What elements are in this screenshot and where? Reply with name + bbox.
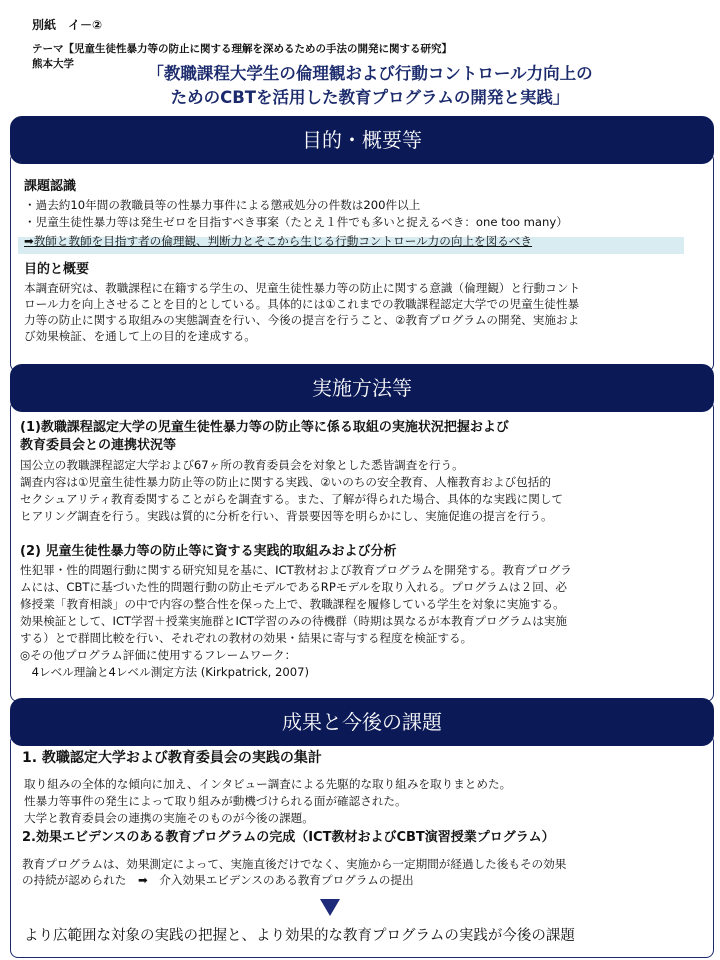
part1-line: 調査内容は①児童生徒性暴力防止等の防止に関する実践、②いのちの安全教育、人権教育および包括的	[20, 475, 551, 489]
title-line-2: ためのCBTを活用した教育プログラムの開発と実践」	[170, 88, 570, 107]
purpose-line: ロール力を向上させることを目的としている。具体的には①これまでの教職課程認定大学での児童生徒性暴	[24, 297, 580, 311]
part2-line: ムには、CBTに基づいた性的問題行動の防止モデルであるRPモデルを取り入れる。プログラムは２回、必	[20, 580, 568, 594]
purpose-line: 本調査研究は、教職課程に在籍する学生の、児童生徒性暴力等の防止に関する意識（倫理観）と行動コント	[24, 281, 581, 295]
issue-line-1: ・過去約10年間の教職員等の性暴力事件による懲戒処分の件数は200件以上	[24, 198, 421, 212]
issue-line-2: ・児童生徒性暴力等は発生ゼロを目指すべき事案（たとえ１件でも多いと捉えるべき：one too many）	[24, 215, 568, 229]
purpose-heading: 目的と概要	[24, 262, 90, 277]
future-task: より広範囲な対象の実践の把握と、より効果的な教育プログラムの実践が今後の課題	[24, 928, 575, 944]
issue-conclusion: ➡教師と教師を目指す者の倫理観、判断力とそこから生じる行動コントロール力の向上を図るべき	[24, 234, 533, 248]
document-id: 別紙 イ－②	[32, 18, 103, 32]
part2-line: する）とで群間比較を行い、それぞれの教材の効果・結果に寄与する程度を検証する。	[20, 631, 473, 645]
page-title	[100, 62, 640, 110]
result1-line: 大学と教育委員会の連携の実施そのものが今後の課題。	[24, 811, 314, 825]
result1-heading: 1. 教職認定大学および教育委員会の実践の集計	[22, 750, 322, 766]
university-name: 熊本大学	[32, 58, 74, 70]
result1-line: 性暴力等事件の発生によって取り組みが動機づけられる面が確認された。	[24, 794, 407, 808]
result2-heading: 2.効果エビデンスのある教育プログラムの完成（ICT教材およびCBT演習授業プログラム）	[22, 830, 555, 845]
part1-line: 国公立の教職課程認定大学および67ヶ所の教育委員会を対象とした悉皆調査を行う。	[20, 458, 464, 472]
part1-heading-line-2: 教育委員会との連携状況等	[20, 438, 177, 453]
purpose-line: び効果検証、を通して上の目的を達成する。	[24, 329, 256, 343]
issue-heading: 課題認識	[24, 179, 77, 194]
part2-line: 効果検証として、ICT学習＋授業実施群とICT学習のみの待機群（時期は異なるが本教育プログラムは実施	[20, 614, 567, 628]
part1-line: セクシュアリティ教育委関することがらを調査する。また、了解が得られた場合、具体的な実践に関して	[20, 492, 564, 506]
part1-line: ヒアリング調査を行う。実践は質的に分析を行い、背景要因等を明らかにし、実施促進の提言を行う。	[20, 509, 553, 523]
part2-heading: (2) 児童生徒性暴力等の防止等に資する実践的取組みおよび分析	[20, 544, 397, 559]
down-triangle-icon	[320, 899, 340, 916]
title-line-1: 「教職課程大学生の倫理観および行動コントロール力向上の	[147, 64, 593, 83]
results-section-header: 成果と今後の課題	[10, 698, 714, 746]
result1-line: 取り組みの全体的な傾向に加え、インタビュー調査による先駆的な取り組みを取りまとめた。	[24, 777, 512, 791]
result2-line: 教育プログラムは、効果測定によって、実施直後だけでなく、実施から一定期間が経過した後もその効果	[22, 857, 567, 871]
research-theme: テーマ【児童生徒性暴力等の防止に関する理解を深めるための手法の開発に関する研究】	[32, 43, 452, 55]
part2-line: ◎その他プログラム評価に使用するフレームワーク：	[20, 648, 297, 662]
purpose-line: 力等の防止に関する取組みの実態調査を行い、今後の提言を行うこと、②教育プログラムの開発、実施およ	[24, 313, 580, 327]
part2-line: 修授業「教育相談」の中で内容の整合性を保った上で、教職課程を履修している学生を対象に実施する。	[20, 597, 565, 611]
purpose-section-header: 目的・概要等	[10, 116, 714, 164]
result2-line: の持続が認められた ➡ 介入効果エビデンスのある教育プログラムの提出	[22, 873, 414, 887]
method-section-header: 実施方法等	[10, 364, 714, 412]
part2-line: 4レベル理論と4レベル測定方法 (Kirkpatrick, 2007)	[20, 665, 310, 679]
part1-heading-line-1: (1)教職課程認定大学の児童生徒性暴力等の防止等に係る取組の実施状況把握および	[20, 420, 509, 435]
part2-line: 性犯罪・性的問題行動に関する研究知見を基に、ICT教材および教育プログラムを開発する。教育プログラ	[20, 563, 572, 577]
